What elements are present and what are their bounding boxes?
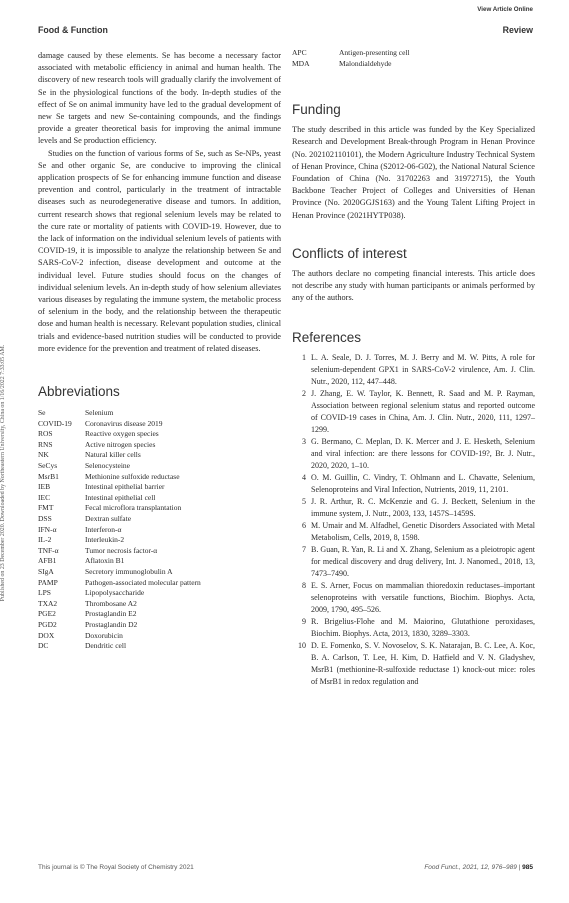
abbreviation-row: [38, 578, 201, 589]
abbreviations-table: [38, 408, 201, 652]
reference-text: G. Bermano, C. Meplan, D. K. Mercer and J. E. Hesketh, Selenium and viral infection: are there lessons for COVID-19?, Br. J. Nutr., 2020, 2020, 1–10.: [311, 437, 535, 471]
reference-number: 5: [302, 497, 306, 507]
abbreviation-row: [38, 588, 201, 599]
abbreviation-definition: Dendritic cell: [85, 641, 127, 651]
references-heading: References: [292, 330, 362, 346]
citation-text: Food Funct., 2021, 12, 976–989: [424, 864, 517, 871]
reference-number: 6: [302, 521, 306, 531]
abbreviation-term: IFN-α: [38, 524, 57, 534]
funding-paragraph: The study described in this article was funded by the Key Specialized Research and Development Break-through Program in Henan Province (No. 202102110101), the Modern Agriculture Industry Technical System of Henan Province, China (S2012-06-G02), the National Natural Science Foundation of China (No. 31702263 and 31972715), the Youth Backbone Teacher Project of Colleges and Universities of Henan Province (No. 2020GGJS163) and the Young Talent Lifting Project in Henan Province (2021HYTP038).: [292, 125, 535, 220]
abbreviation-term: MsrB1: [38, 471, 59, 481]
reference-item: [292, 544, 535, 580]
abbreviation-row: [38, 472, 201, 483]
abbreviation-definition: Interferon-α: [85, 524, 122, 534]
reference-text: M. Umair and M. Alfadhel, Genetic Disorders Associated with Metal Metabolism, Cells, 2019, 8, 1598.: [311, 521, 535, 543]
abbreviation-row: [38, 556, 201, 567]
reference-item: [292, 520, 535, 544]
abbreviation-row: [38, 546, 201, 557]
reference-number: 10: [298, 641, 306, 651]
reference-item: [292, 616, 535, 640]
abbreviation-definition: Reactive oxygen species: [85, 429, 159, 439]
abbreviation-row: [38, 493, 201, 504]
abbreviation-term: DOX: [38, 630, 55, 640]
abbreviation-term: IEC: [38, 492, 51, 502]
journal-name-header: Food & Function: [38, 25, 108, 35]
right-column: [292, 50, 535, 688]
abbreviation-term: PGD2: [38, 619, 57, 629]
reference-number: 3: [302, 437, 306, 447]
conflicts-paragraph: The authors declare no competing financial interests. This article does not describe any study with human participants or animals performed by any of the authors.: [292, 268, 535, 303]
abbreviation-term: APC: [292, 48, 307, 57]
abbreviation-definition: Dextran sulfate: [85, 514, 132, 524]
abbreviation-term: SIgA: [38, 566, 54, 576]
reference-number: 1: [302, 353, 306, 363]
reference-text: J. R. Arthur, R. C. McKenzie and G. J. Beckett, Selenium in the immune system, J. Nutr., 2003, 133, 1457S–1459S.: [311, 497, 535, 519]
abbreviation-definition: Malondialdehyde: [339, 58, 392, 68]
abbreviation-term: FMT: [38, 503, 54, 513]
copyright-footer: This journal is © The Royal Society of Chemistry 2021: [38, 864, 194, 871]
reference-number: 9: [302, 617, 306, 627]
abbreviation-row: [38, 535, 201, 546]
paragraph: Studies on the function of various forms of Se, such as Se-NPs, yeast Se and other organic Se, are conducive to improving the clinical application prospects of Se for enhancing immune function and disease prevention and control, particularly in the treatment of intractable diseases such as neurodegenerative disease and tumors. In addition, current research shows that regional selenium levels may be related to the cure rate or mortality of patients with COVID-19. However, due to the lack of information on the individual selenium levels of patients with COVID-19, it is impossible to analyze the relationship between Se and SARS-CoV-2 infection, disease development and outcome at the individual level. Future studies should focus on the changes of individual selenium levels. An in-depth study of how selenium alleviates various diseases by regulating the immune system, the metabolic process of selenium in the body, and the relationship between the therapeutic dose and human health is necessary. Relevant population studies, clinical trials and evidence-based nutrition studies will be conducted to provide more evidence for the prevention and treatment of related diseases.: [38, 148, 281, 353]
reference-number: 7: [302, 545, 306, 555]
abbreviation-row: [38, 503, 201, 514]
abbreviation-row: [38, 514, 201, 525]
abbreviation-term: NK: [38, 450, 49, 460]
abbreviation-term: DSS: [38, 514, 52, 524]
abbreviation-term: DC: [38, 641, 49, 651]
reference-item: [292, 472, 535, 496]
abbreviation-definition: Intestinal epithelial barrier: [85, 482, 165, 492]
abbreviation-term: PAMP: [38, 577, 58, 587]
abbreviation-row: [38, 620, 201, 631]
abbreviation-row: [38, 609, 201, 620]
references-list: [292, 352, 535, 688]
abbreviation-term: SeCys: [38, 461, 58, 471]
watermark-text: Published on 23 December 2020. Downloaded by Northeastern University, China on 1/16/2022 7:33:05 AM.: [0, 344, 6, 602]
abbreviation-row: [38, 567, 201, 578]
abbreviation-definition: Doxorubicin: [85, 630, 123, 640]
abbreviation-definition: Tumor necrosis factor-α: [85, 545, 158, 555]
reference-text: E. S. Arner, Focus on mammalian thioredoxin reductases–important selenoproteins with versatile functions, Biochim. Biophys. Acta, 2009, 1790, 495–526.: [311, 581, 535, 615]
abbreviation-definition: Selenium: [85, 408, 114, 418]
reference-text: B. Guan, R. Yan, R. Li and X. Zhang, Selenium as a pleiotropic agent for medical discovery and drug delivery, Int. J. Nanomed., 2018, 13, 7473–7490.: [311, 545, 535, 579]
abbreviation-term: ROS: [38, 429, 53, 439]
abbreviation-definition: Prostaglandin E2: [85, 609, 137, 619]
paragraph: damage caused by these elements. Se has become a necessary factor associated with metabolic efficiency in animal and human health. The discovery of new research tools will gradually clarify the involvement of Se in the physiological functions of the body. In-depth studies of the effect of Se on animal immunity have led to the gradual development of new Se targets and new Se-containing compounds, and the findings provide a greater theoretical basis for improving the animal immune levels and Se production efficiency.: [38, 51, 281, 146]
abbreviation-row: [38, 440, 201, 451]
abbreviation-definition: Prostaglandin D2: [85, 619, 138, 629]
reference-item: [292, 496, 535, 520]
reference-item: [292, 436, 535, 472]
abbreviation-term: IL-2: [38, 535, 52, 545]
reference-item: [292, 388, 535, 436]
abbreviation-row: [38, 482, 201, 493]
abbreviation-row: [38, 408, 201, 419]
abbreviation-definition: Active nitrogen species: [85, 439, 156, 449]
abbreviation-term: TNF-α: [38, 545, 59, 555]
abbreviation-definition: Intestinal epithelial cell: [85, 492, 156, 502]
reference-number: 2: [302, 389, 306, 399]
abbreviations-table-continued: [292, 48, 410, 69]
article-type-header: Review: [502, 25, 533, 35]
abbreviation-row: [38, 429, 201, 440]
reference-item: [292, 580, 535, 616]
abbreviation-definition: Natural killer cells: [85, 450, 141, 460]
abbreviation-term: PGE2: [38, 609, 56, 619]
reference-text: O. M. Guillin, C. Vindry, T. Ohlmann and L. Chavatte, Selenium, Selenoproteins and Viral Infection, Nutrients, 2019, 11, 2101.: [311, 473, 535, 495]
abbreviation-term: MDA: [292, 58, 310, 68]
reference-text: R. Brigelius-Flohe and M. Maiorino, Glutathione peroxidases, Biochim. Biophys. Acta, 2013, 1830, 3289–3303.: [311, 617, 535, 639]
abbreviation-term: RNS: [38, 439, 53, 449]
abbreviation-term: AFB1: [38, 556, 57, 566]
abbreviation-definition: Selenocysteine: [85, 461, 130, 471]
citation-footer: [424, 864, 533, 871]
abbreviation-row: [38, 419, 201, 430]
funding-heading: Funding: [292, 102, 341, 118]
reference-text: L. A. Seale, D. J. Torres, M. J. Berry and M. W. Pitts, A role for selenium-dependent GPX1 in SARS-CoV-2 virulence, Am. J. Clin. Nutr., 2020, 112, 447–448.: [311, 353, 535, 387]
conflicts-heading: Conflicts of interest: [292, 245, 407, 261]
abbreviation-row: [38, 525, 201, 536]
abbreviation-row: [292, 48, 410, 59]
reference-text: J. Zhang, E. W. Taylor, K. Bennett, R. Saad and M. P. Rayman, Association between regional selenium status and reported outcome of COVID-19 cases in China, Am. J. Clin. Nutr., 2020, 111, 1297–1299.: [311, 389, 535, 435]
abbreviation-definition: Thrombosane A2: [85, 598, 137, 608]
page-number: 985: [522, 864, 533, 871]
abbreviation-row: [38, 599, 201, 610]
abbreviation-definition: Secretory immunoglobulin A: [85, 566, 173, 576]
abbreviation-definition: Fecal microflora transplantation: [85, 503, 182, 513]
abbreviation-term: IEB: [38, 482, 51, 492]
abbreviation-definition: Antigen-presenting cell: [339, 48, 410, 57]
view-article-online-link[interactable]: View Article Online: [477, 6, 533, 13]
abbreviation-definition: Interleukin-2: [85, 535, 125, 545]
abbreviation-row: [38, 631, 201, 642]
reference-number: 8: [302, 581, 306, 591]
abbreviation-row: [38, 461, 201, 472]
abbreviation-term: LPS: [38, 588, 51, 598]
reference-text: D. E. Fomenko, S. V. Novoselov, S. K. Natarajan, B. C. Lee, A. Koc, B. A. Carlson, T. Lee, H. Kim, D. Hatfield and V. N. Gladyshev, MsrB1 (methionine-R-sulfoxide reductase 1) knock-out mice: roles of MsrB1 in redox regulation and: [311, 641, 535, 687]
reference-item: [292, 352, 535, 388]
abbreviation-definition: Pathogen-associated molecular pattern: [85, 577, 201, 587]
abbreviation-definition: Aflatoxin B1: [85, 556, 125, 566]
abbreviation-definition: Methionine sulfoxide reductase: [85, 471, 180, 481]
abbreviation-row: [38, 641, 201, 652]
citation-separator: |: [518, 864, 523, 871]
abbreviation-row: [292, 59, 410, 70]
abbreviation-term: TXA2: [38, 598, 58, 608]
abbreviation-row: [38, 450, 201, 461]
reference-number: 4: [302, 473, 306, 483]
left-column: [38, 50, 281, 652]
abbreviations-heading: Abbreviations: [38, 384, 120, 400]
abbreviation-definition: Coronavirus disease 2019: [85, 418, 163, 428]
reference-item: [292, 640, 535, 688]
abbreviation-term: Se: [38, 408, 46, 418]
abbreviation-term: COVID-19: [38, 418, 72, 428]
abbreviation-definition: Lipopolysaccharide: [85, 588, 145, 598]
